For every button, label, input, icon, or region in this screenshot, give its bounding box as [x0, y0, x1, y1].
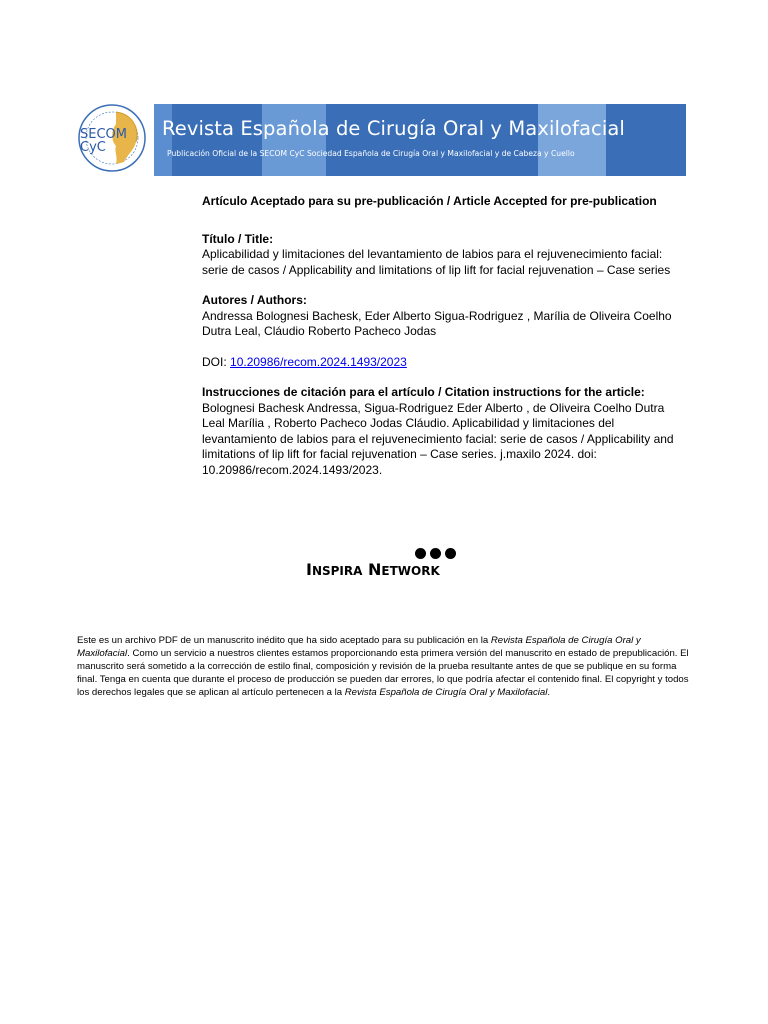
- authors-label: Autores / Authors:: [202, 293, 307, 307]
- disclaimer-text: Este es un archivo PDF de un manuscrito inédito que ha sido aceptado para su publicación en la Revista Española de Cirugía Oral y Maxilofacial. Como un servicio a nuestros clientes estamos proporcionando esta primera versión del manuscrito en estado de prepublicación. El manuscrito será sometido a la corrección de estilo final, composición y revisión de la prueba resultante antes de que se publique en su forma final. Tenga en cuenta que durante el proceso de producción se pueden dar errores, lo que podría afectar el contenido final. El copyright y todos los derechos legales que se aplican al artículo pertenecen a la Revista Española de Cirugía Oral y Maxilofacial.: [77, 635, 689, 698]
- logo-text-secom: SECOM: [80, 127, 127, 142]
- citation-block: [202, 385, 690, 478]
- title-label: Título / Title:: [202, 231, 274, 246]
- secom-logo: [76, 102, 148, 174]
- journal-subtitle: Publicación Oficial de la SECOM CyC Sociedad Española de Cirugía Oral y Maxilofacial y de Cabeza y Cuello: [167, 149, 575, 158]
- citation-label: Instrucciones de citación para el artículo / Citation instructions for the article:: [202, 385, 645, 399]
- authors-block: [202, 293, 690, 340]
- article-metadata: [202, 194, 690, 478]
- inspira-network-wordmark: INSPIRA NETWORK: [306, 560, 440, 579]
- article-title: Aplicabilidad y limitaciones del levantamiento de labios para el rejuvenecimiento facial: serie de casos / Applicability and limitations of lip lift for facial rejuvenation – Case series: [202, 247, 671, 277]
- doi-link[interactable]: 10.20986/recom.2024.1493/2023: [230, 354, 407, 369]
- inspira-network-logo: [306, 546, 456, 582]
- disclaimer: [77, 634, 691, 699]
- journal-banner: [154, 104, 686, 176]
- logo-text-cyc: CyC: [80, 140, 106, 155]
- doi-block: [202, 355, 690, 371]
- article-authors: Andressa Bolognesi Bachesk, Eder Alberto Sigua-Rodriguez , Marília de Oliveira Coelho Dutra Leal, Cláudio Roberto Pacheco Jodas: [202, 308, 672, 338]
- three-dots-icon: [415, 548, 456, 559]
- citation-text: Bolognesi Bachesk Andressa, Sigua-Rodriguez Eder Alberto , de Oliveira Coelho Dutra Leal Marília , Roberto Pacheco Jodas Cláudio. Aplicabilidad y limitaciones del levantamiento de labios para el rejuvenecimiento facial: serie de casos / Applicability and limitations of lip lift for facial rejuvenation – Case series. j.maxilo 2024. doi: 10.20986/recom.2024.1493/2023.: [202, 400, 674, 477]
- title-block: [202, 232, 690, 279]
- accepted-notice: Artículo Aceptado para su pre-publicación / Article Accepted for pre-publication: [202, 194, 657, 208]
- doi-label: DOI:: [202, 354, 227, 369]
- journal-title: Revista Española de Cirugía Oral y Maxilofacial: [162, 117, 625, 140]
